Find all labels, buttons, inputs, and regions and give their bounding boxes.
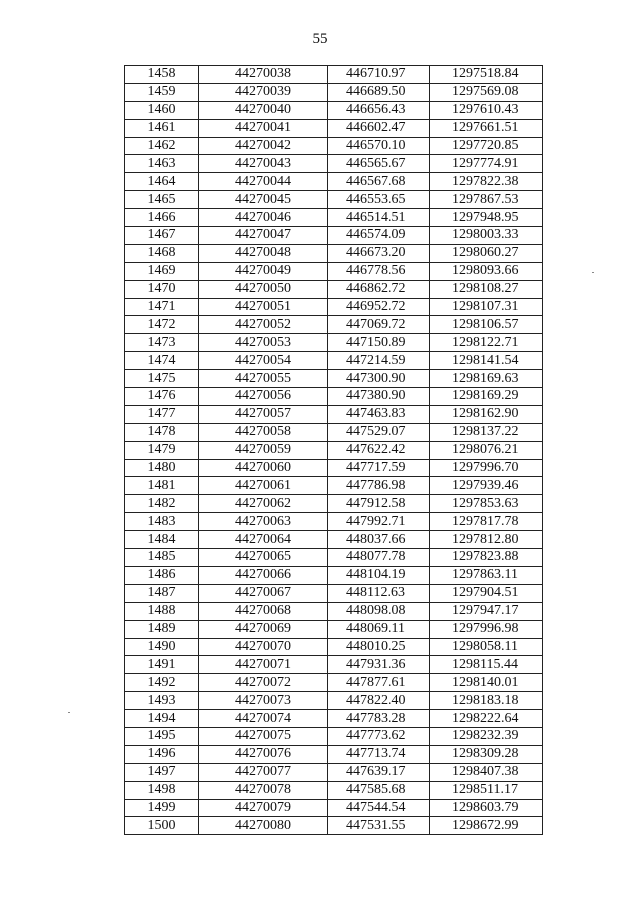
table-row	[125, 423, 543, 441]
point-id-cell: 44270050	[199, 280, 328, 298]
point-id-cell: 44270062	[199, 495, 328, 513]
x-coordinate-cell: 448098.08	[328, 602, 430, 620]
table-row	[125, 316, 543, 334]
row-number-cell: 1498	[125, 781, 199, 799]
coordinates-table	[124, 65, 543, 835]
table-row	[125, 602, 543, 620]
y-coordinate-cell: 1297817.78	[430, 513, 543, 531]
table-row	[125, 155, 543, 173]
table-row	[125, 352, 543, 370]
point-id-cell: 44270071	[199, 656, 328, 674]
y-coordinate-cell: 1298106.57	[430, 316, 543, 334]
y-coordinate-cell: 1298222.64	[430, 710, 543, 728]
row-number-cell: 1465	[125, 191, 199, 209]
x-coordinate-cell: 447380.90	[328, 388, 430, 406]
x-coordinate-cell: 447773.62	[328, 727, 430, 745]
row-number-cell: 1489	[125, 620, 199, 638]
x-coordinate-cell: 447877.61	[328, 674, 430, 692]
row-number-cell: 1495	[125, 727, 199, 745]
row-number-cell: 1479	[125, 441, 199, 459]
y-coordinate-cell: 1297947.17	[430, 602, 543, 620]
y-coordinate-cell: 1298232.39	[430, 727, 543, 745]
x-coordinate-cell: 447069.72	[328, 316, 430, 334]
row-number-cell: 1491	[125, 656, 199, 674]
y-coordinate-cell: 1297996.70	[430, 459, 543, 477]
y-coordinate-cell: 1297867.53	[430, 191, 543, 209]
x-coordinate-cell: 447214.59	[328, 352, 430, 370]
row-number-cell: 1468	[125, 244, 199, 262]
x-coordinate-cell: 447717.59	[328, 459, 430, 477]
x-coordinate-cell: 447531.55	[328, 817, 430, 835]
y-coordinate-cell: 1298169.63	[430, 370, 543, 388]
y-coordinate-cell: 1298108.27	[430, 280, 543, 298]
point-id-cell: 44270044	[199, 173, 328, 191]
y-coordinate-cell: 1298076.21	[430, 441, 543, 459]
row-number-cell: 1487	[125, 584, 199, 602]
table-row	[125, 388, 543, 406]
table-row	[125, 817, 543, 835]
point-id-cell: 44270040	[199, 101, 328, 119]
y-coordinate-cell: 1298162.90	[430, 405, 543, 423]
point-id-cell: 44270072	[199, 674, 328, 692]
point-id-cell: 44270045	[199, 191, 328, 209]
row-number-cell: 1463	[125, 155, 199, 173]
table-row	[125, 459, 543, 477]
table-row	[125, 137, 543, 155]
x-coordinate-cell: 448077.78	[328, 549, 430, 567]
table-row	[125, 799, 543, 817]
point-id-cell: 44270057	[199, 405, 328, 423]
row-number-cell: 1458	[125, 66, 199, 84]
x-coordinate-cell: 447786.98	[328, 477, 430, 495]
table-row	[125, 405, 543, 423]
row-number-cell: 1461	[125, 119, 199, 137]
row-number-cell: 1472	[125, 316, 199, 334]
point-id-cell: 44270077	[199, 763, 328, 781]
y-coordinate-cell: 1297948.95	[430, 209, 543, 227]
point-id-cell: 44270066	[199, 566, 328, 584]
point-id-cell: 44270055	[199, 370, 328, 388]
y-coordinate-cell: 1297822.38	[430, 173, 543, 191]
point-id-cell: 44270061	[199, 477, 328, 495]
x-coordinate-cell: 446574.09	[328, 227, 430, 245]
table-row	[125, 83, 543, 101]
table-row	[125, 584, 543, 602]
x-coordinate-cell: 447300.90	[328, 370, 430, 388]
x-coordinate-cell: 446952.72	[328, 298, 430, 316]
x-coordinate-cell: 446570.10	[328, 137, 430, 155]
table-row	[125, 101, 543, 119]
x-coordinate-cell: 446710.97	[328, 66, 430, 84]
y-coordinate-cell: 1298141.54	[430, 352, 543, 370]
row-number-cell: 1494	[125, 710, 199, 728]
table-row	[125, 692, 543, 710]
row-number-cell: 1459	[125, 83, 199, 101]
row-number-cell: 1476	[125, 388, 199, 406]
point-id-cell: 44270038	[199, 66, 328, 84]
y-coordinate-cell: 1298603.79	[430, 799, 543, 817]
point-id-cell: 44270064	[199, 531, 328, 549]
point-id-cell: 44270067	[199, 584, 328, 602]
row-number-cell: 1485	[125, 549, 199, 567]
table-row	[125, 477, 543, 495]
point-id-cell: 44270041	[199, 119, 328, 137]
row-number-cell: 1467	[125, 227, 199, 245]
x-coordinate-cell: 447585.68	[328, 781, 430, 799]
row-number-cell: 1464	[125, 173, 199, 191]
table-row	[125, 763, 543, 781]
x-coordinate-cell: 447992.71	[328, 513, 430, 531]
point-id-cell: 44270078	[199, 781, 328, 799]
row-number-cell: 1492	[125, 674, 199, 692]
x-coordinate-cell: 447783.28	[328, 710, 430, 728]
x-coordinate-cell: 447639.17	[328, 763, 430, 781]
x-coordinate-cell: 446567.68	[328, 173, 430, 191]
table-row	[125, 209, 543, 227]
row-number-cell: 1460	[125, 101, 199, 119]
table-row	[125, 298, 543, 316]
point-id-cell: 44270076	[199, 745, 328, 763]
y-coordinate-cell: 1298140.01	[430, 674, 543, 692]
point-id-cell: 44270056	[199, 388, 328, 406]
x-coordinate-cell: 447912.58	[328, 495, 430, 513]
row-number-cell: 1470	[125, 280, 199, 298]
x-coordinate-cell: 446862.72	[328, 280, 430, 298]
point-id-cell: 44270059	[199, 441, 328, 459]
table-row	[125, 549, 543, 567]
table-row	[125, 334, 543, 352]
y-coordinate-cell: 1298115.44	[430, 656, 543, 674]
row-number-cell: 1493	[125, 692, 199, 710]
table-row	[125, 227, 543, 245]
row-number-cell: 1490	[125, 638, 199, 656]
y-coordinate-cell: 1298058.11	[430, 638, 543, 656]
point-id-cell: 44270075	[199, 727, 328, 745]
point-id-cell: 44270053	[199, 334, 328, 352]
y-coordinate-cell: 1297569.08	[430, 83, 543, 101]
table-row	[125, 656, 543, 674]
point-id-cell: 44270069	[199, 620, 328, 638]
point-id-cell: 44270058	[199, 423, 328, 441]
x-coordinate-cell: 447622.42	[328, 441, 430, 459]
table-row	[125, 173, 543, 191]
x-coordinate-cell: 448112.63	[328, 584, 430, 602]
y-coordinate-cell: 1297853.63	[430, 495, 543, 513]
row-number-cell: 1500	[125, 817, 199, 835]
scan-speck	[592, 272, 594, 273]
x-coordinate-cell: 447544.54	[328, 799, 430, 817]
point-id-cell: 44270063	[199, 513, 328, 531]
table-row	[125, 566, 543, 584]
x-coordinate-cell: 446689.50	[328, 83, 430, 101]
row-number-cell: 1475	[125, 370, 199, 388]
row-number-cell: 1471	[125, 298, 199, 316]
y-coordinate-cell: 1297774.91	[430, 155, 543, 173]
point-id-cell: 44270065	[199, 549, 328, 567]
point-id-cell: 44270054	[199, 352, 328, 370]
table-row	[125, 495, 543, 513]
x-coordinate-cell: 447713.74	[328, 745, 430, 763]
x-coordinate-cell: 447463.83	[328, 405, 430, 423]
table-row	[125, 620, 543, 638]
x-coordinate-cell: 447150.89	[328, 334, 430, 352]
point-id-cell: 44270068	[199, 602, 328, 620]
y-coordinate-cell: 1298122.71	[430, 334, 543, 352]
row-number-cell: 1481	[125, 477, 199, 495]
table-row	[125, 441, 543, 459]
row-number-cell: 1474	[125, 352, 199, 370]
y-coordinate-cell: 1297823.88	[430, 549, 543, 567]
x-coordinate-cell: 446565.67	[328, 155, 430, 173]
x-coordinate-cell: 447931.36	[328, 656, 430, 674]
table-row	[125, 531, 543, 549]
row-number-cell: 1462	[125, 137, 199, 155]
row-number-cell: 1496	[125, 745, 199, 763]
row-number-cell: 1497	[125, 763, 199, 781]
point-id-cell: 44270070	[199, 638, 328, 656]
y-coordinate-cell: 1297904.51	[430, 584, 543, 602]
table-row	[125, 262, 543, 280]
table-row	[125, 119, 543, 137]
x-coordinate-cell: 446514.51	[328, 209, 430, 227]
x-coordinate-cell: 446673.20	[328, 244, 430, 262]
y-coordinate-cell: 1297610.43	[430, 101, 543, 119]
row-number-cell: 1469	[125, 262, 199, 280]
row-number-cell: 1488	[125, 602, 199, 620]
point-id-cell: 44270047	[199, 227, 328, 245]
point-id-cell: 44270048	[199, 244, 328, 262]
y-coordinate-cell: 1297863.11	[430, 566, 543, 584]
point-id-cell: 44270074	[199, 710, 328, 728]
point-id-cell: 44270073	[199, 692, 328, 710]
point-id-cell: 44270080	[199, 817, 328, 835]
row-number-cell: 1473	[125, 334, 199, 352]
y-coordinate-cell: 1297812.80	[430, 531, 543, 549]
coordinates-table-body	[125, 66, 543, 835]
point-id-cell: 44270051	[199, 298, 328, 316]
row-number-cell: 1486	[125, 566, 199, 584]
y-coordinate-cell: 1297661.51	[430, 119, 543, 137]
x-coordinate-cell: 448010.25	[328, 638, 430, 656]
table-row	[125, 727, 543, 745]
point-id-cell: 44270043	[199, 155, 328, 173]
x-coordinate-cell: 446553.65	[328, 191, 430, 209]
table-row	[125, 745, 543, 763]
x-coordinate-cell: 446778.56	[328, 262, 430, 280]
row-number-cell: 1484	[125, 531, 199, 549]
y-coordinate-cell: 1298672.99	[430, 817, 543, 835]
y-coordinate-cell: 1297996.98	[430, 620, 543, 638]
table-row	[125, 710, 543, 728]
x-coordinate-cell: 447529.07	[328, 423, 430, 441]
table-row	[125, 638, 543, 656]
row-number-cell: 1483	[125, 513, 199, 531]
y-coordinate-cell: 1298060.27	[430, 244, 543, 262]
table-row	[125, 191, 543, 209]
point-id-cell: 44270039	[199, 83, 328, 101]
y-coordinate-cell: 1298183.18	[430, 692, 543, 710]
x-coordinate-cell: 448069.11	[328, 620, 430, 638]
scan-speck	[68, 712, 70, 713]
x-coordinate-cell: 447822.40	[328, 692, 430, 710]
row-number-cell: 1480	[125, 459, 199, 477]
table-row	[125, 781, 543, 799]
row-number-cell: 1466	[125, 209, 199, 227]
table-row	[125, 280, 543, 298]
y-coordinate-cell: 1297939.46	[430, 477, 543, 495]
row-number-cell: 1499	[125, 799, 199, 817]
point-id-cell: 44270060	[199, 459, 328, 477]
y-coordinate-cell: 1298407.38	[430, 763, 543, 781]
table-row	[125, 674, 543, 692]
y-coordinate-cell: 1298107.31	[430, 298, 543, 316]
x-coordinate-cell: 446656.43	[328, 101, 430, 119]
y-coordinate-cell: 1298169.29	[430, 388, 543, 406]
y-coordinate-cell: 1298137.22	[430, 423, 543, 441]
page-number: 55	[312, 31, 328, 47]
point-id-cell: 44270079	[199, 799, 328, 817]
point-id-cell: 44270049	[199, 262, 328, 280]
y-coordinate-cell: 1298309.28	[430, 745, 543, 763]
point-id-cell: 44270052	[199, 316, 328, 334]
table-row	[125, 66, 543, 84]
point-id-cell: 44270042	[199, 137, 328, 155]
y-coordinate-cell: 1298003.33	[430, 227, 543, 245]
y-coordinate-cell: 1297720.85	[430, 137, 543, 155]
x-coordinate-cell: 448037.66	[328, 531, 430, 549]
table-row	[125, 370, 543, 388]
row-number-cell: 1482	[125, 495, 199, 513]
point-id-cell: 44270046	[199, 209, 328, 227]
row-number-cell: 1478	[125, 423, 199, 441]
y-coordinate-cell: 1297518.84	[430, 66, 543, 84]
y-coordinate-cell: 1298093.66	[430, 262, 543, 280]
y-coordinate-cell: 1298511.17	[430, 781, 543, 799]
table-row	[125, 513, 543, 531]
row-number-cell: 1477	[125, 405, 199, 423]
x-coordinate-cell: 448104.19	[328, 566, 430, 584]
table-row	[125, 244, 543, 262]
x-coordinate-cell: 446602.47	[328, 119, 430, 137]
